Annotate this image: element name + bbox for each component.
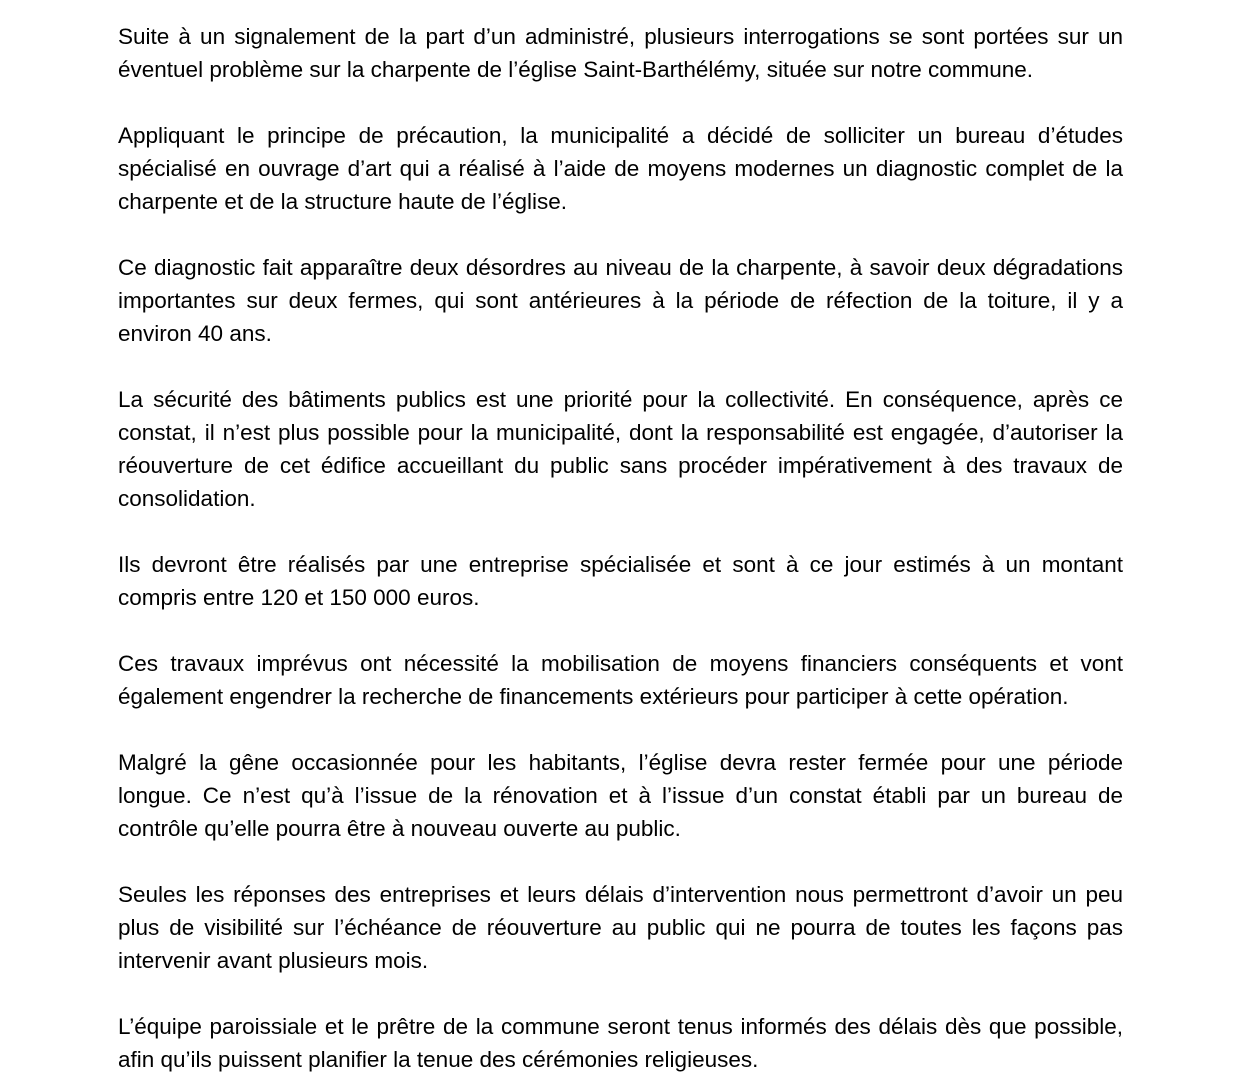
paragraph xyxy=(118,119,1123,218)
paragraph-line: contrôle qu’elle pourra être à nouveau ouverte au public. xyxy=(118,816,681,841)
paragraph xyxy=(118,746,1123,845)
paragraph-line: également engendrer la recherche de financements extérieurs pour participer à cette opération. xyxy=(118,684,1069,709)
paragraph-line: Malgré la gêne occasionnée pour les habitants, l’église devra rester fermée pour une période xyxy=(118,750,1123,775)
paragraph-line: éventuel problème sur la charpente de l’église Saint-Barthélémy, située sur notre commune. xyxy=(118,57,1034,82)
paragraph-line: longue. Ce n’est qu’à l’issue de la rénovation et à l’issue d’un constat établi par un bureau de xyxy=(118,783,1123,808)
paragraph-line: charpente et de la structure haute de l’église. xyxy=(118,189,568,214)
paragraph-line: réouverture de cet édifice accueillant du public sans procéder impérativement à des travaux de xyxy=(118,453,1123,478)
paragraph-line: compris entre 120 et 150 000 euros. xyxy=(118,585,480,610)
paragraph-line: importantes sur deux fermes, qui sont antérieures à la période de réfection de la toiture, il y a xyxy=(118,288,1123,313)
paragraph xyxy=(118,647,1123,713)
paragraph-line: Ces travaux imprévus ont nécessité la mobilisation de moyens financiers conséquents et vont xyxy=(118,651,1123,676)
paragraph xyxy=(118,383,1123,515)
paragraph-line: Suite à un signalement de la part d’un administré, plusieurs interrogations se sont portées sur un xyxy=(118,24,1123,49)
paragraph-line: La sécurité des bâtiments publics est une priorité pour la collectivité. En conséquence, après ce xyxy=(118,387,1123,412)
document-content xyxy=(118,20,1123,1080)
paragraph-line: afin qu’ils puissent planifier la tenue des cérémonies religieuses. xyxy=(118,1047,759,1072)
paragraph-line: environ 40 ans. xyxy=(118,321,272,346)
paragraph-line: Seules les réponses des entreprises et leurs délais d’intervention nous permettront d’avoir un peu xyxy=(118,882,1123,907)
paragraph-line: Ce diagnostic fait apparaître deux désordres au niveau de la charpente, à savoir deux dégradations xyxy=(118,255,1123,280)
paragraph-line: Appliquant le principe de précaution, la municipalité a décidé de solliciter un bureau d’études xyxy=(118,123,1123,148)
paragraph xyxy=(118,251,1123,350)
paragraph xyxy=(118,878,1123,977)
paragraph xyxy=(118,1010,1123,1076)
paragraph-line: consolidation. xyxy=(118,486,256,511)
paragraph xyxy=(118,20,1123,86)
paragraph xyxy=(118,548,1123,614)
paragraph-line: L’équipe paroissiale et le prêtre de la commune seront tenus informés des délais dès que possible, xyxy=(118,1014,1123,1039)
paragraph-line: spécialisé en ouvrage d’art qui a réalisé à l’aide de moyens modernes un diagnostic complet de la xyxy=(118,156,1123,181)
paragraph-line: intervenir avant plusieurs mois. xyxy=(118,948,429,973)
paragraph-line: constat, il n’est plus possible pour la municipalité, dont la responsabilité est engagée, d’autoriser la xyxy=(118,420,1123,445)
paragraph-line: plus de visibilité sur l’échéance de réouverture au public qui ne pourra de toutes les façons pas xyxy=(118,915,1123,940)
paragraph-line: Ils devront être réalisés par une entreprise spécialisée et sont à ce jour estimés à un montant xyxy=(118,552,1123,577)
